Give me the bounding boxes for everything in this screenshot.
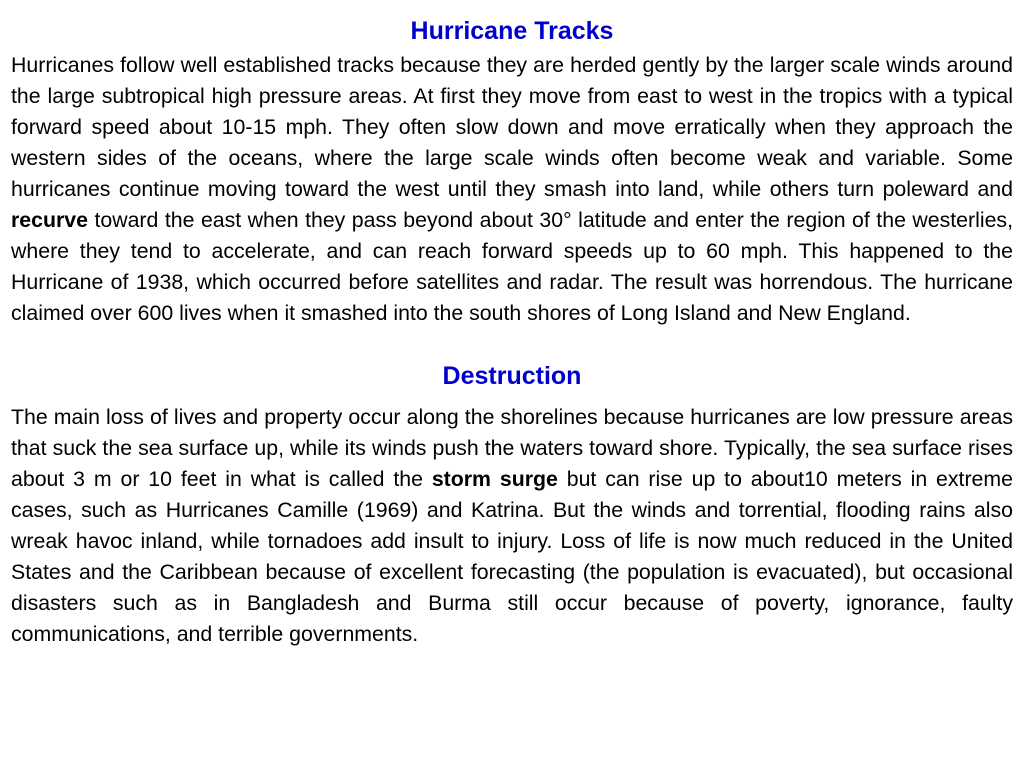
section-title-hurricane-tracks: Hurricane Tracks [410,17,614,45]
section-spacer [11,329,1013,361]
bold-term-recurve: recurve [11,208,88,232]
bold-term-storm-surge: storm surge [431,467,558,491]
section-title-destruction: Destruction [442,362,582,390]
hurricane-tracks-paragraph [11,50,1013,329]
document-page [11,0,1013,650]
paragraph-text: but can rise up to about10 meters in extreme cases, such as Hurricanes Camille (1969) and Katrina. But the winds and torrential, flooding rains also wreak havoc inland, while tornadoes add insult to injury. Loss of life is now much reduced in the United States and the Caribbean because of excellent forecasting (the population is evacuated), but occasional disasters such as in Bangladesh and Burma still occur because of poverty, ignorance, faulty communications, and terrible governments. [11,467,1013,646]
destruction-paragraph [11,402,1013,650]
paragraph-text: The main loss of lives and property occur along the shorelines because hurricanes are low pressure areas that suck the sea surface up, while its winds push the waters toward shore. Typically, the sea surface rises about 3 m or 10 feet in what is called the [11,405,1013,491]
paragraph-text: Hurricanes follow well established tracks because they are herded gently by the larger scale winds around the large subtropical high pressure areas. At first they move from east to west in the tropics with a typical forward speed about 10-15 mph. They often slow down and move erratically when they approach the western sides of the oceans, where the large scale winds often become weak and variable. Some hurricanes continue moving toward the west until they smash into land, while others turn poleward and [11,53,1013,201]
paragraph-text: toward the east when they pass beyond about 30° latitude and enter the region of the westerlies, where they tend to accelerate, and can reach forward speeds up to 60 mph. This happened to the Hurricane of 1938, which occurred before satellites and radar. The result was horrendous. The hurricane claimed over 600 lives when it smashed into the south shores of Long Island and New England. [11,208,1013,325]
